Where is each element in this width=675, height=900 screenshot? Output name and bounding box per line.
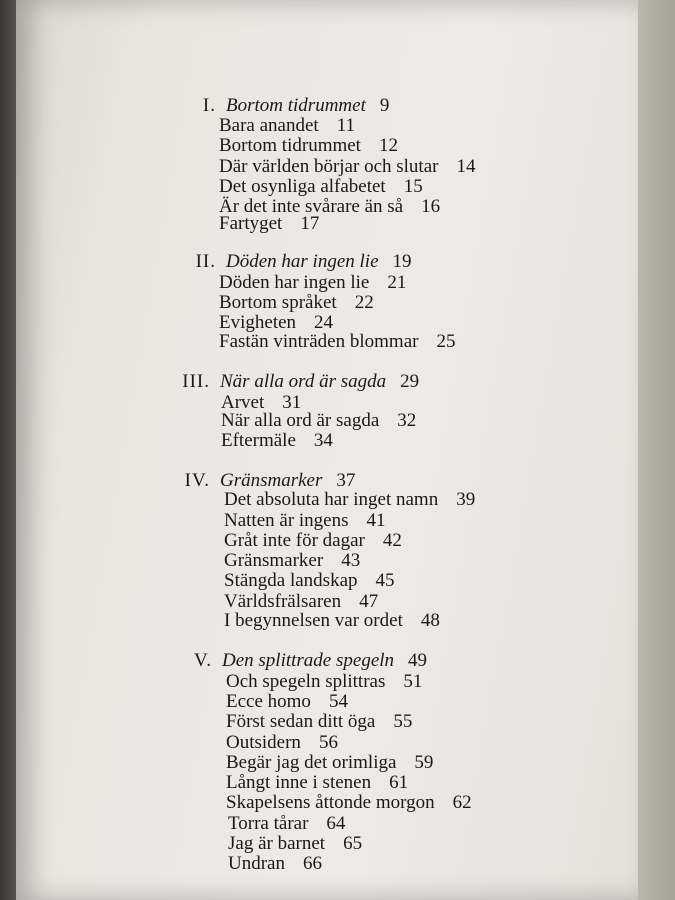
toc-entry [219,176,423,198]
entry-page-number: 21 [387,272,407,293]
entry-title: Natten är ingens [224,510,349,531]
entry-page-number: 61 [389,772,409,793]
entry-page-number: 31 [282,392,302,413]
entry-title: Evigheten [219,312,297,333]
toc-entry [219,331,455,353]
entry-page-number: 66 [302,853,322,874]
toc-entry [221,430,333,452]
entry-title: Fastän vinträden blommar [219,331,419,352]
entry-title: Världsfrälsaren [224,591,342,612]
toc-entry [228,853,322,875]
toc-entry [219,292,374,314]
toc-entry [224,530,402,552]
entry-page-number: 48 [420,610,440,631]
section-numeral: V. [193,650,212,671]
entry-title: När alla ord är sagda [221,410,380,431]
entry-title: Skapelsens åttonde morgon [226,792,435,813]
entry-page-number: 11 [336,115,355,136]
entry-title: Bara anandet [219,115,319,136]
section-title: Bortom tidrummet [226,95,366,116]
toc-entry [226,732,338,754]
entry-page-number: 15 [403,176,423,197]
entry-title: Undran [228,853,285,874]
section-title: När alla ord är sagda [220,371,387,392]
entry-page-number: 32 [397,410,417,431]
entry-title: Arvet [221,392,265,413]
entry-page-number: 42 [382,530,402,551]
entry-title: Det absoluta har inget namn [224,489,439,510]
toc-entry [226,671,422,693]
entry-page-number: 47 [359,591,379,612]
section-numeral: II. [195,251,216,272]
entry-page-number: 22 [354,292,374,313]
entry-title: Bortom tidrummet [219,135,361,156]
toc-entry [219,115,355,137]
entry-page-number: 54 [328,691,348,712]
entry-page-number: 65 [343,833,363,854]
toc-entry [219,135,398,157]
entry-page-number: 24 [314,312,334,333]
section-numeral: I. [202,95,216,116]
entry-page-number: 62 [452,792,472,813]
toc-entry [226,792,472,814]
entry-title: Torra tårar [228,813,309,834]
toc-entry [226,691,348,713]
entry-page-number: 25 [436,331,456,352]
section-heading [174,650,427,672]
entry-page-number: 51 [403,671,423,692]
toc-entry [219,156,475,178]
toc-entry [224,489,475,511]
section-page-number: 29 [400,371,420,392]
entry-title: Där världen börjar och slutar [219,156,439,177]
toc-entry [228,813,345,835]
entry-page-number: 17 [300,213,320,234]
entry-page-number: 55 [393,711,413,732]
toc-entry [219,272,406,294]
toc-entry [224,510,386,532]
entry-title: Bortom språket [219,292,337,313]
entry-page-number: 45 [375,570,395,591]
toc-entry [228,833,362,855]
entry-title: Stängda landskap [224,570,358,591]
section-title: Gränsmarker [220,470,323,491]
entry-title: Först sedan ditt öga [226,711,376,732]
entry-title: Gränsmarker [224,550,324,571]
entry-title: Begär jag det orimliga [226,752,397,773]
entry-page-number: 56 [318,732,338,753]
entry-title: Döden har ingen lie [219,272,370,293]
toc-entry [226,711,412,733]
entry-title: Ecce homo [226,691,311,712]
section-page-number: 19 [392,251,412,272]
section-heading [178,95,389,117]
toc-entry [224,610,440,632]
toc-entry [224,550,360,572]
entry-title: Jag är barnet [228,833,326,854]
section-page-number: 37 [336,470,356,491]
entry-page-number: 34 [313,430,333,451]
toc-entry [224,570,395,592]
entry-page-number: 39 [456,489,476,510]
entry-page-number: 59 [414,752,434,773]
section-title: Den splittrade spegeln [222,650,395,671]
entry-title: Outsidern [226,732,301,753]
entry-page-number: 64 [326,813,346,834]
entry-title: Långt inne i stenen [226,772,372,793]
entry-page-number: 41 [366,510,386,531]
entry-page-number: 12 [378,135,398,156]
entry-title: Fartyget [219,213,283,234]
section-heading [172,371,419,393]
toc-entry [219,213,319,235]
entry-page-number: 43 [341,550,361,571]
entry-page-number: 16 [421,196,441,217]
entry-title: Eftermäle [221,430,296,451]
entry-title: Gråt inte för dagar [224,530,365,551]
section-numeral: III. [182,371,210,392]
entry-page-number: 14 [456,156,476,177]
entry-title: Och spegeln splittras [226,671,386,692]
section-page-number: 9 [379,95,390,116]
section-heading [178,251,412,273]
section-page-number: 49 [408,650,428,671]
entry-title: Är det inte svårare än så [219,196,404,217]
section-numeral: IV. [184,470,210,491]
toc-entry [226,772,408,794]
entry-title: Det osynliga alfabetet [219,176,386,197]
entry-title: I begynnelsen var ordet [224,610,403,631]
toc-entry [226,752,433,774]
toc-entry [221,410,416,432]
section-title: Döden har ingen lie [226,251,379,272]
